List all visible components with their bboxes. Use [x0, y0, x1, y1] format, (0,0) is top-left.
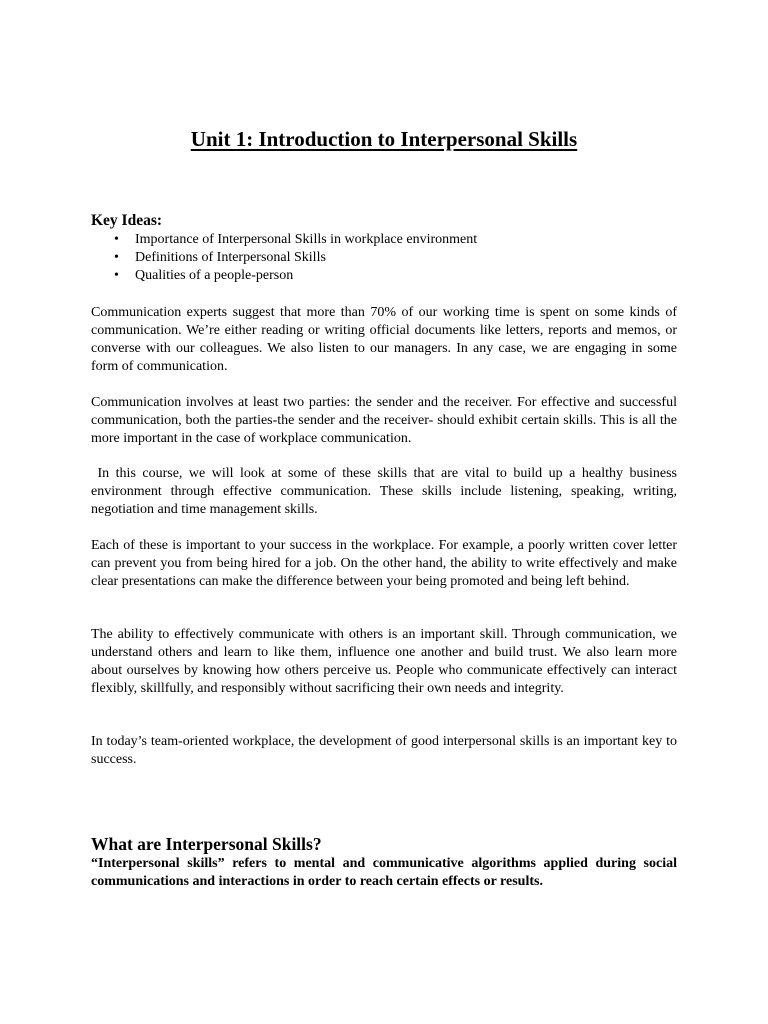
page-title: Unit 1: Introduction to Interpersonal Skills [190, 127, 578, 151]
paragraph-team-oriented: In today’s team-oriented workplace, the development of good interpersonal skills is an important key to success. [91, 734, 677, 767]
bullet-icon: • [114, 250, 119, 265]
key-idea-text: Definitions of Interpersonal Skills [135, 250, 326, 265]
key-idea-text: Importance of Interpersonal Skills in workplace environment [135, 232, 478, 247]
key-ideas-heading: Key Ideas: [91, 212, 163, 229]
bullet-icon: • [114, 268, 119, 283]
list-item [91, 231, 477, 249]
list-item [91, 267, 477, 285]
paragraph-workplace-success: Each of these is important to your success in the workplace. For example, a poorly written cover letter can prevent you from being hired for a job. On the other hand, the ability to write effectively and make clear presentations can make the difference between your being promoted and being left behind. [91, 538, 677, 589]
list-item [91, 249, 477, 267]
definition-paragraph: “Interpersonal skills” refers to mental and communicative algorithms applied during social communications and interactions in order to reach certain effects or results. [91, 856, 677, 889]
paragraph-ability-communicate: The ability to effectively communicate with others is an important skill. Through communication, we understand others and learn to like them, influence one another and build trust. We also learn more about ourselves by knowing how others perceive us. People who communicate effectively can interact flexibly, skillfully, and responsibly without sacrificing their own needs and integrity. [91, 627, 677, 696]
key-idea-text: Qualities of a people-person [135, 268, 294, 283]
paragraph-two-parties: Communication involves at least two parties: the sender and the receiver. For effective and successful communication, both the parties-the sender and the receiver- should exhibit certain skills. This is all the more important in the case of workplace communication. [91, 395, 677, 446]
section-heading: What are Interpersonal Skills? [91, 834, 322, 854]
bullet-icon: • [114, 232, 119, 247]
key-ideas-list [91, 231, 477, 285]
paragraph-course-skills: In this course, we will look at some of these skills that are vital to build up a healthy business environment through effective communication. These skills include listening, speaking, writing, negotiation and time management skills. [91, 466, 681, 517]
paragraph-communication-time: Communication experts suggest that more than 70% of our working time is spent on some kinds of communication. We’re either reading or writing official documents like letters, reports and memos, or converse with our colleagues. We also listen to our managers. In any case, we are engaging in some form of communication. [91, 305, 677, 374]
